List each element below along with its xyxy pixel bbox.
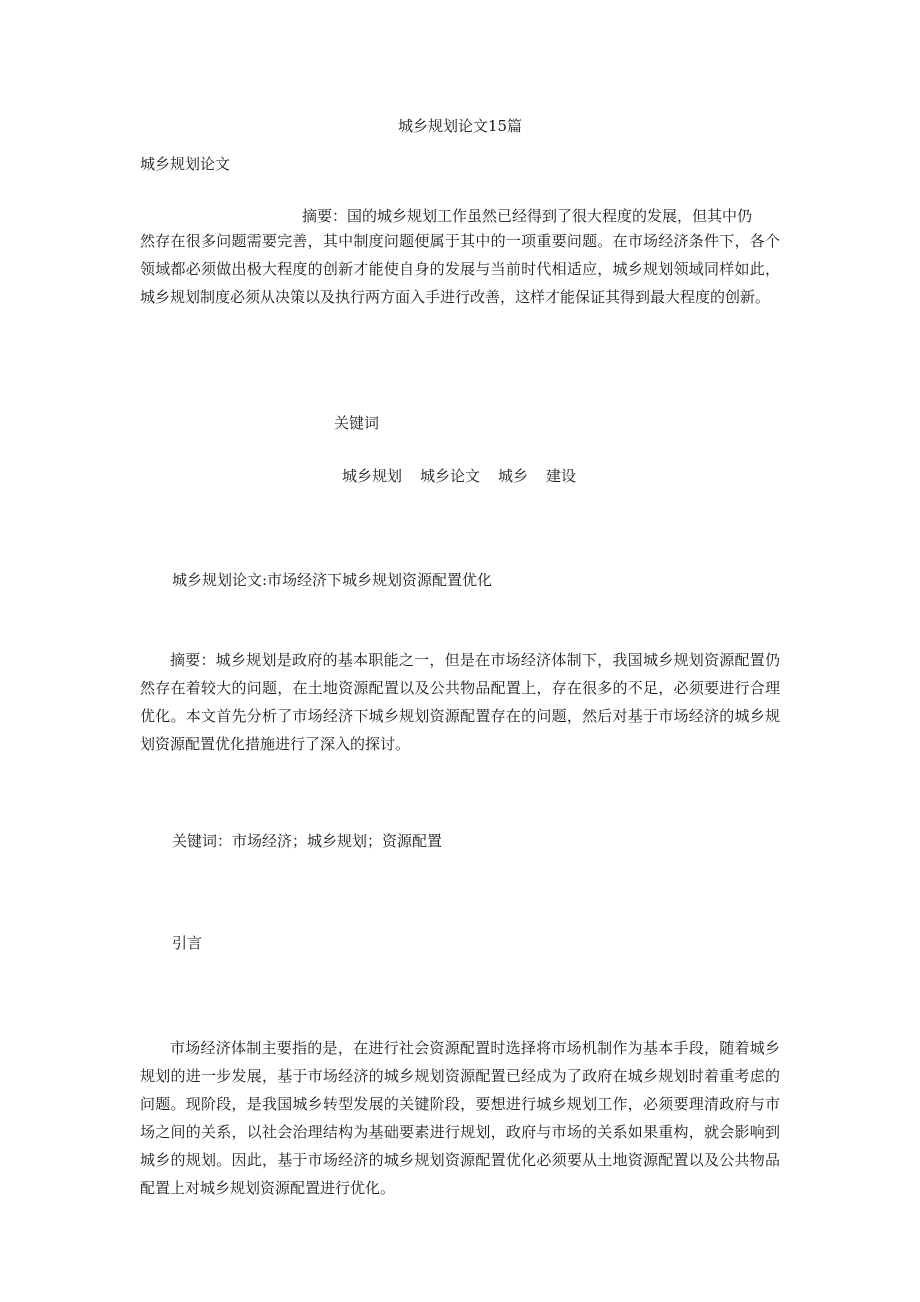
article-title: 城乡规划论文:市场经济下城乡规划资源配置优化 (172, 571, 493, 589)
abstract-1-first-line: 摘要：国的城乡规划工作虽然已经得到了很大程度的发展，但其中仍 (302, 207, 753, 225)
keyword-item: 城乡 (498, 467, 529, 485)
abstract-1-body: 然存在很多问题需要完善，其中制度问题便属于其中的一项重要问题。在市场经济条件下，各个领域都必须做出极大程度的创新才能使自身的发展与当前时代相适应，城乡规划领域同样如此，城乡规划制度必须从决策以及执行两方面入手进行改善，这样才能保证其得到最大程度的创新。 (140, 232, 780, 306)
keyword-item: 城乡论文 (420, 467, 481, 485)
keywords-2: 关键词：市场经济；城乡规划；资源配置 (172, 832, 443, 850)
document-title: 城乡规划论文15篇 (397, 117, 523, 135)
keyword-item: 建设 (546, 467, 577, 485)
keywords-label: 关键词 (334, 414, 380, 432)
intro-paragraph: 市场经济体制主要指的是，在进行社会资源配置时选择将市场机制作为基本手段，随着城乡规划的进一步发展，基于市场经济的城乡规划资源配置已经成为了政府在城乡规划时着重考虑的问题。现阶段，是我国城乡转型发展的关键阶段，要想进行城乡规划工作，必须要理清政府与市场之间的关系，以社会治理结构为基础要素进行规划，政府与市场的关系如果重构，就会影响到城乡的规划。因此，基于市场经济的城乡规划资源配置优化必须要从土地资源配置以及公共物品配置上对城乡规划资源配置进行优化。 (140, 1039, 780, 1197)
keyword-item: 城乡规划 (342, 467, 403, 485)
intro-heading: 引言 (172, 934, 203, 952)
abstract-2: 摘要：城乡规划是政府的基本职能之一，但是在市场经济体制下，我国城乡规划资源配置仍然存在着较大的问题，在土地资源配置以及公共物品配置上，存在很多的不足，必须要进行合理优化。本文首先分析了市场经济下城乡规划资源配置存在的问题，然后对基于市场经济的城乡规划资源配置优化措施进行了深入的探讨。 (140, 651, 780, 753)
document-subtitle: 城乡规划论文 (140, 155, 231, 173)
keywords-list (342, 466, 576, 486)
